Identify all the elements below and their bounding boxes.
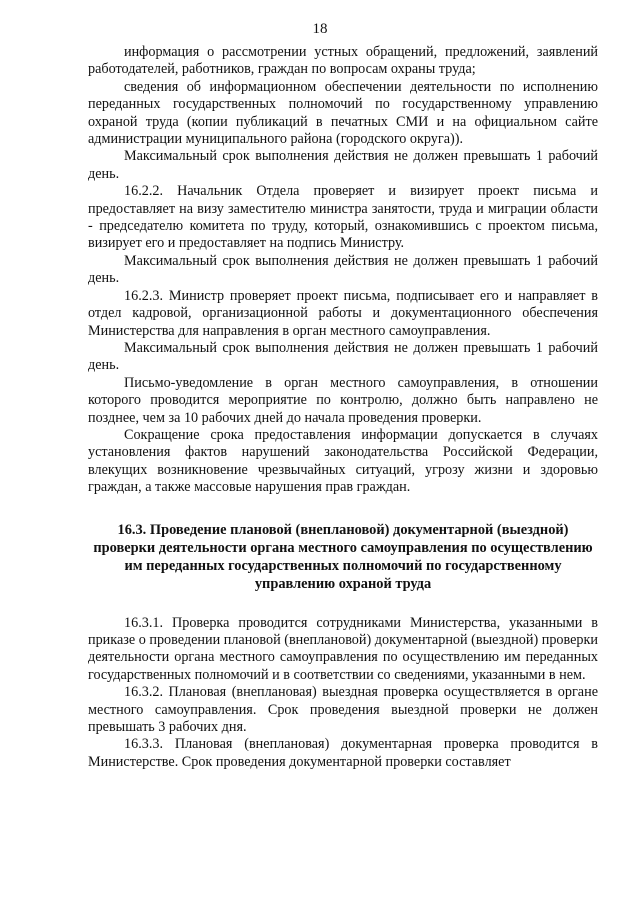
document-body [88,44,598,771]
paragraph-oral-appeals-info: информация о рассмотрении устных обращений, предложений, заявлений работодателей, работников, граждан по вопросам охраны труда; [88,44,598,78]
section-heading-16-3: 16.3. Проведение плановой (внеплановой) документарной (выездной) проверки деятельности органа местного самоуправления по осуществлению им переданных государственных полномочий по государственному управлению охраной труда [93,521,593,592]
paragraph-notification-letter: Письмо-уведомление в орган местного самоуправления, в отношении которого проводится мероприятие по контролю, должно быть направлено не позднее, чем за 10 рабочих дней до начала проведения проверки. [88,374,598,426]
paragraph-reduced-term: Сокращение срока предоставления информации допускается в случаях установления фактов нарушений законодательства Российской Федерации, влекущих возникновение чрезвычайных ситуаций, угрозу жизни и здоровью граждан, а также массовые нарушения прав граждан. [88,426,598,496]
paragraph-deadline-2: Максимальный срок выполнения действия не должен превышать 1 рабочий день. [88,252,598,287]
paragraph-16-2-2: 16.2.2. Начальник Отдела проверяет и визирует проект письма и предоставляет на визу заместителю министра занятости, труда и миграции области - председателю комитета по труду, который, ознакомившись с проектом письма, визирует его и предоставляет на подпись Министру. [88,183,598,252]
paragraph-deadline-3: Максимальный срок выполнения действия не должен превышать 1 рабочий день. [88,339,598,374]
paragraph-16-3-3: 16.3.3. Плановая (внеплановая) документарная проверка проводится в Министерстве. Срок проведения документарной проверки составляет [88,736,598,770]
paragraph-16-3-1: 16.3.1. Проверка проводится сотрудниками Министерства, указанными в приказе о проведении плановой (внеплановой) документарной (выездной) проверки деятельности органа местного самоуправления по осуществлению им переданных государственных полномочий и в соответствии со сведениями, указанными в нем. [88,614,598,683]
paragraph-16-2-3: 16.2.3. Министр проверяет проект письма, подписывает его и направляет в отдел кадровой, организационной работы и документационного обеспечения Министерства для направления в орган местного самоуправления. [88,287,598,339]
paragraph-16-3-2: 16.3.2. Плановая (внеплановая) выездная проверка осуществляется в органе местного самоуправления. Срок проведения выездной проверки не должен превышать 3 рабочих дня. [88,684,598,735]
paragraph-deadline-1: Максимальный срок выполнения действия не должен превышать 1 рабочий день. [88,148,598,182]
page-number: 18 [312,21,328,37]
paragraph-information-support: сведения об информационном обеспечении деятельности по исполнению переданных государственных полномочий по государственному управлению охраной труда (копии публикаций в печатных СМИ и на официальном сайте администрации муниципального района (городского округа)). [88,78,598,148]
